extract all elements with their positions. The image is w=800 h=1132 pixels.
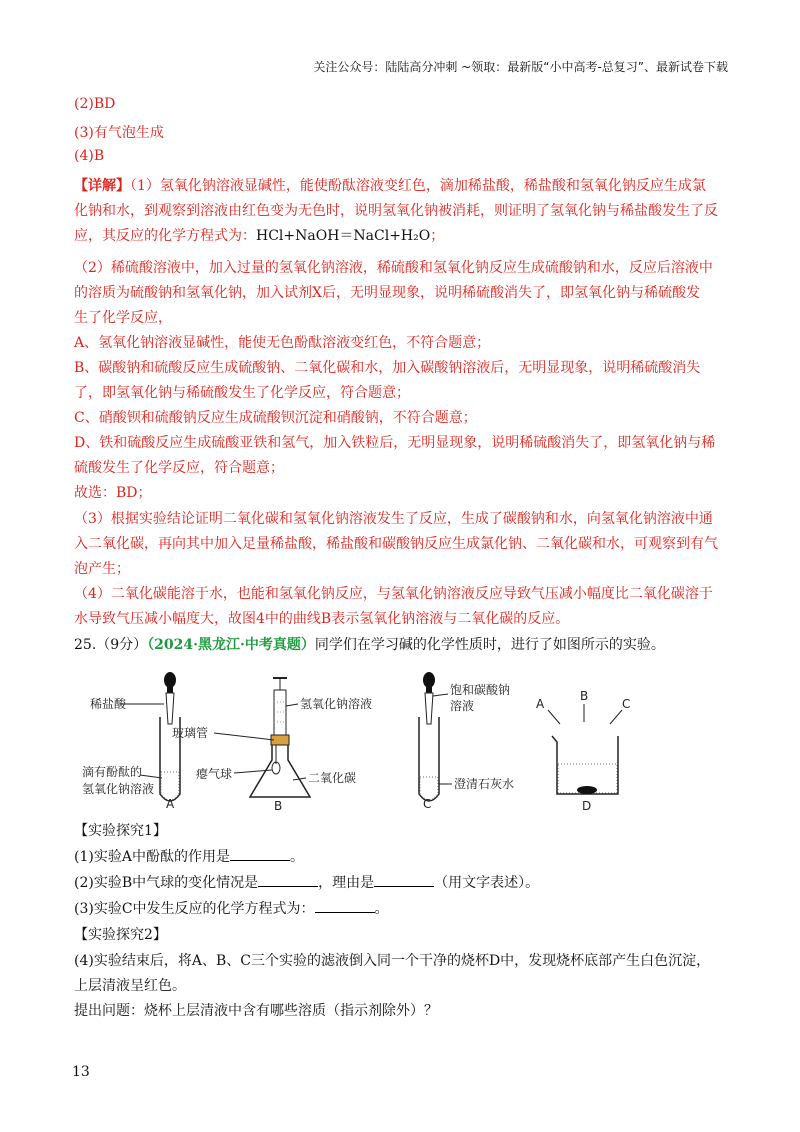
dropper-bulb-a <box>164 672 176 688</box>
question-3-end: 。 <box>374 901 389 917</box>
detail-p4-line2: 水导致气压减小幅度大，故图4中的曲线B表示氢氧化钠溶液与二氧化碳的反应。 <box>74 611 570 627</box>
option-b-line2: 了，即氢氧化钠与稀硫酸发生了化学反应，符合题意； <box>74 385 410 401</box>
question-stem: 同学们在学习碱的化学性质时，进行了如图所示的实验。 <box>314 637 665 653</box>
question-1-text: (1)实验A中酚酞的作用是 <box>74 849 230 865</box>
question-2 <box>74 872 539 892</box>
label-b-naoh: 氢氧化钠溶液 <box>300 697 373 711</box>
experiment-a <box>82 672 180 811</box>
label-a-solution-2: 氢氧化钠溶液 <box>82 782 155 796</box>
label-a: A <box>166 797 175 811</box>
detail-p4-line1: （4）二氧化碳能溶于水，也能和氢氧化钠反应，与氢氧化钠溶液反应导致气压减小幅度比二氧化碳溶于 <box>74 586 713 602</box>
label-d-a: A <box>536 697 545 711</box>
dropper-neck-a <box>167 687 173 693</box>
option-b-line1: B、碳酸钠和硫酸反应生成硫酸钠、二氧化碳和水，加入碳酸钠溶液后，无明显现象，说明稀硫酸消失 <box>74 360 701 376</box>
equation: HCl+NaOH＝NaCl+H₂O <box>256 228 431 244</box>
answer-blank-2a[interactable] <box>258 874 318 887</box>
detail-p3-line1: （3）根据实验结论证明二氧化碳和氢氧化钠溶液发生了反应，生成了碳酸钠和水，向氢氧化钠溶液中通 <box>74 511 713 527</box>
dropper-neck-c <box>426 687 432 693</box>
test-tube-c <box>419 717 439 801</box>
label-a-solution-1: 滴有酚酞的 <box>82 765 143 779</box>
label-a-reagent: 稀盐酸 <box>90 697 127 711</box>
detail-p2-line2: 的溶质为硫酸钠和氢氧化钠，加入试剂X后，无明显现象，说明稀硫酸消失了，即氢氧化钠与稀硫酸发 <box>74 285 700 301</box>
label-d-b: B <box>580 689 589 703</box>
detail-p3-line2: 入二氧化碳，再向其中加入足量稀盐酸，稀盐酸和碳酸钠反应生成氯化钠、二氧化碳和水，可观察到有气 <box>74 536 718 552</box>
option-d-line2: 硫酸发生了化学反应，符合题意； <box>74 460 284 476</box>
precipitate-d <box>577 786 597 794</box>
label-c-lime: 澄清石灰水 <box>454 777 515 791</box>
answer-blank-3[interactable] <box>315 900 375 913</box>
label-c-reagent-2: 溶液 <box>450 699 475 713</box>
experiment-figure <box>82 672 660 813</box>
equation-end: ； <box>430 228 445 244</box>
explore1-title: 【实验探究1】 <box>74 823 167 839</box>
label-c-reagent-1: 饱和碳酸钠 <box>450 683 511 697</box>
question-score: （9分） <box>96 637 148 653</box>
question-source: （2024·黑龙江·中考真题） <box>147 637 315 653</box>
choice: 故选：BD； <box>74 485 152 501</box>
question-2-text-a: (2)实验B中气球的变化情况是 <box>74 875 259 891</box>
problem-statement: 提出问题：烧杯上层清液中含有哪些溶质（指示剂除外）？ <box>74 1003 438 1019</box>
label-b: B <box>274 799 283 813</box>
label-b-co2: 二氧化碳 <box>308 771 357 785</box>
detail-p2-line3: 生了化学反应， <box>74 310 172 326</box>
detail-p1-line1 <box>74 175 706 195</box>
option-c: C、硝酸钡和硫酸钠反应生成硫酸钡沉淀和硝酸钠，不符合题意； <box>74 410 477 426</box>
dropper-tube-a <box>166 693 174 724</box>
page-header: 关注公众号：陆陆高分冲刺 ~领取：最新版“小中高考-总复习”、最新试卷下载 <box>313 60 728 74</box>
detail-tag: 【详解】 <box>74 178 130 194</box>
answer-3: (3)有气泡生成 <box>74 125 164 141</box>
label-b-glass: 玻璃管 <box>172 726 209 740</box>
option-a: A、氢氧化钠溶液显碱性，能使无色酚酞溶液变红色，不符合题意； <box>74 335 491 351</box>
answer-2: (2)BD <box>74 96 116 112</box>
question-1 <box>74 846 304 866</box>
question-2-text-c: （用文字表述）。 <box>434 875 540 891</box>
experiment-c <box>419 672 514 811</box>
answer-4: (4)B <box>74 148 105 164</box>
label-d-c: C <box>622 697 631 711</box>
detail-p1-text: （1）氢氧化钠溶液显碱性，能使酚酞溶液变红色，滴加稀盐酸，稀盐酸和氢氧化钠反应生成氯 <box>130 178 706 194</box>
question-number: 25. <box>74 637 97 653</box>
question-3-text: (3)实验C中发生反应的化学方程式为： <box>74 901 315 917</box>
detail-p2-line1: （2）稀硫酸溶液中，加入过量的氢氧化钠溶液，稀硫酸和氢氧化钠反应生成硫酸钠和水，反应后溶液中 <box>74 260 713 276</box>
label-d: D <box>582 799 592 813</box>
option-d-line1: D、铁和硫酸反应生成硫酸亚铁和氢气，加入铁粒后，无明显现象，说明稀硫酸消失了，即氢氧化钠与稀 <box>74 435 716 451</box>
detail-p1-text3: 应，其反应的化学方程式为： <box>74 228 256 244</box>
experiment-b <box>172 678 372 813</box>
explore2-title: 【实验探究2】 <box>74 927 167 943</box>
question-1-end: 。 <box>289 849 304 865</box>
question-2-text-b: ，理由是 <box>318 875 375 891</box>
page-number: 13 <box>72 1064 90 1080</box>
liquid-a <box>161 772 179 800</box>
question-4-line2: 上层清液呈红色。 <box>74 978 186 994</box>
beaker-d <box>552 736 618 794</box>
label-c: C <box>423 797 432 811</box>
question-25 <box>74 634 665 654</box>
answer-blank-1[interactable] <box>230 848 290 861</box>
detail-p1-line2: 化钠和水，到观察到溶液由红色变为无色时，说明氢氧化钠被消耗，则证明了氢氧化钠与稀盐酸发生了反 <box>74 203 718 219</box>
detail-p1-line3 <box>74 225 444 245</box>
detail-p3-line3: 泡产生； <box>74 561 130 577</box>
question-4-line1: (4)实验结束后，将A、B、C三个实验的滤液倒入同一个干净的烧杯D中，发现烧杯底部产生白色沉淀， <box>74 953 711 969</box>
dropper-bulb-c <box>423 672 435 688</box>
label-b-balloon: 瘪气球 <box>196 767 233 781</box>
dropper-tube-c <box>425 693 433 724</box>
experiment-d <box>536 689 630 813</box>
answer-blank-2b[interactable] <box>374 874 434 887</box>
question-3 <box>74 898 389 918</box>
